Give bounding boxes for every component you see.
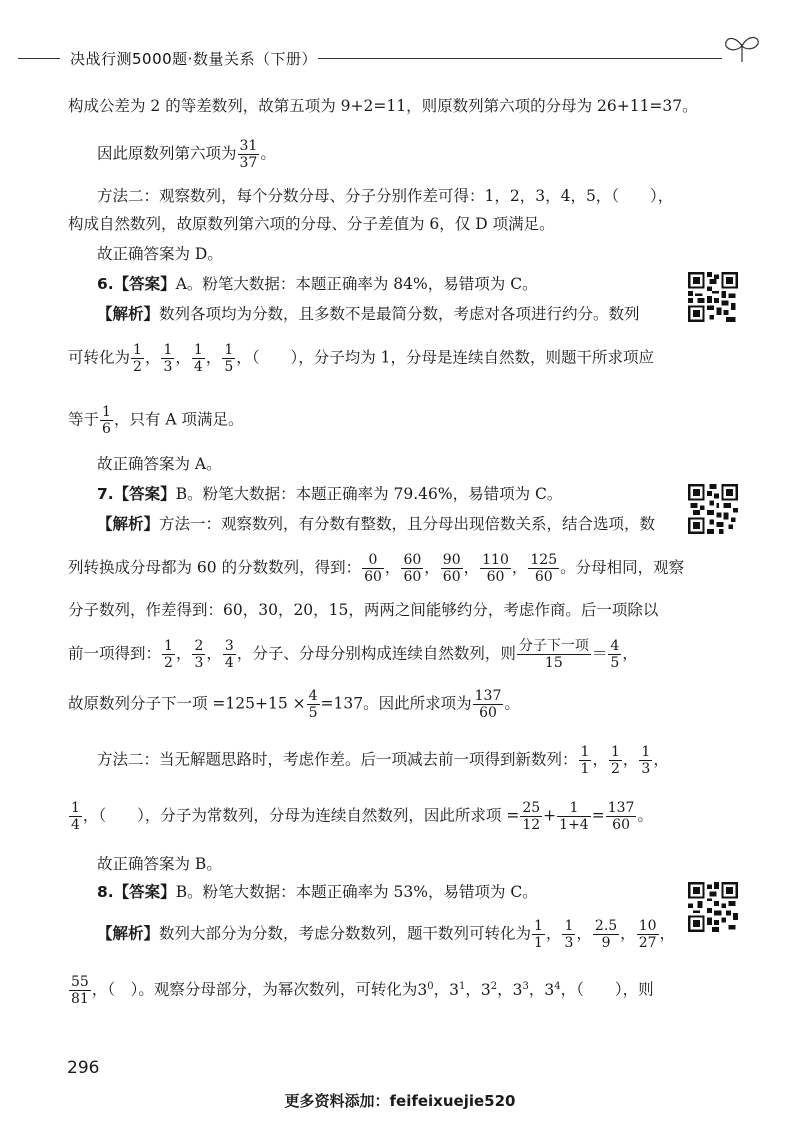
denominator: 5 (610, 655, 620, 671)
denominator: 12 (522, 817, 541, 833)
fraction (192, 638, 205, 671)
header-rule-right (318, 58, 722, 59)
fraction (609, 744, 622, 777)
text-segment: 方法二：当无解题思路时，考虑作差。后一项减去前一项得到新数列： (97, 750, 578, 769)
fraction (557, 800, 591, 833)
text-segment: A。粉笔大数据：本题正确率为 84%，易错项为 C。 (175, 275, 538, 293)
numerator: 1 (102, 404, 111, 420)
numerator: 125 (530, 552, 558, 568)
text-line: 故正确答案为 B。 (97, 855, 222, 873)
text-line: 故正确答案为 D。 (97, 245, 223, 263)
denominator: 27 (638, 935, 657, 951)
text-line (68, 404, 244, 437)
denominator: 3 (194, 655, 204, 671)
text-line: 故正确答案为 A。 (97, 455, 222, 473)
numerator: 1 (163, 342, 173, 358)
text-segment: 故原数列分子下一项 =125+15 × (68, 694, 306, 713)
denominator: 60 (403, 569, 422, 585)
power (481, 981, 497, 999)
text-segment: 。 (504, 694, 520, 713)
denominator: 3 (564, 935, 574, 951)
text-segment: 。分母相同，观察 (560, 558, 685, 577)
fraction (441, 552, 463, 585)
text-line: 分子数列，作差得到：60，30，20，15，两两之间能够约分，考虑作商。后一项除以 (68, 601, 659, 619)
numerator: 1 (580, 744, 590, 760)
numerator: 137 (607, 800, 635, 816)
numerator: 1 (224, 342, 234, 358)
fraction (606, 800, 637, 833)
answer-tag: 7.【答案】 (97, 485, 176, 503)
denominator: 5 (308, 705, 318, 721)
fraction (238, 138, 260, 171)
power-exponent: 2 (490, 980, 498, 992)
denominator: 1 (580, 761, 590, 777)
text-segment: + (543, 806, 557, 825)
text-line: $\frac{55}{81}$ ，（ ）。观察分母部分，为幂次数列，可转化为$3^0$，$3^1$，$3^2$，$3^3$，$3^4$，（ ），则 (71, 974, 654, 1007)
power-exponent: 0 (427, 980, 434, 992)
header-rule-left (18, 58, 60, 59)
text-segment: ，（ ）。观察分母部分，为幂次数列，可转化为 (91, 980, 418, 999)
denominator: 4 (193, 359, 203, 375)
fraction (100, 404, 113, 437)
numerator: 31 (239, 138, 258, 154)
fraction (131, 342, 144, 375)
text-segment: ，（ ），分子为常数列，分母为连续自然数列，因此所求项 = (82, 806, 520, 825)
denominator: 2 (164, 655, 173, 671)
power-base: 3 (544, 980, 555, 999)
fraction (473, 688, 504, 721)
text-segment: ，（ ），分子均为 1，分母是连续自然数，则题干所求项应 (236, 348, 655, 367)
numerator: 1 (71, 800, 80, 816)
power (513, 981, 529, 999)
denominator: 60 (528, 568, 559, 585)
analysis-line: 【解析】数列大部分为分数，考虑分数数列，题干数列可转化为 $\frac{1}{1}$ ， $\frac{1}{3}$ ， $\frac{2.5}{9}$ ， $\frac{10}{27}$ ， (97, 918, 676, 951)
text-segment: 可转化为 (68, 348, 131, 367)
numerator: 90 (442, 552, 461, 568)
numerator: 10 (638, 918, 657, 934)
fraction (480, 552, 511, 585)
text-line: 构成自然数列，故原数列第六项的分母、分子差值为 6，仅 D 项满足。 (68, 215, 555, 233)
power-base: 3 (512, 980, 523, 999)
numerator: 3 (224, 638, 234, 654)
power-base: 3 (480, 980, 491, 999)
numerator: 1 (641, 744, 651, 760)
numerator: 137 (474, 688, 502, 704)
numerator: 2 (194, 638, 204, 654)
numerator: 4 (308, 688, 318, 704)
denominator: 4 (71, 817, 80, 833)
denominator: 4 (224, 655, 234, 671)
footer-note: 更多资料添加：feifeixuejie520 (284, 1092, 516, 1110)
fraction (222, 342, 235, 375)
fraction (362, 552, 384, 585)
qr-code-icon[interactable] (688, 484, 738, 534)
text-segment: 数列大部分为分数，考虑分数数列，题干数列可转化为 (159, 924, 532, 943)
denominator: 15 (517, 654, 591, 671)
numerator: 1 (193, 342, 203, 358)
denominator: 2 (610, 761, 620, 777)
book-title: 决战行测5000题·数量关系（下册） (70, 50, 317, 68)
fraction (562, 918, 575, 951)
running-header (18, 46, 768, 72)
denominator: 60 (364, 569, 382, 585)
text-segment: 数列各项均为分数，且多数不是最简分数，考虑对各项进行约分。数列 (159, 305, 640, 323)
text-segment: 方法一：观察数列，有分数有整数，且分母出现倍数关系，结合选项，数 (159, 515, 656, 533)
fraction (517, 638, 591, 671)
qr-code-icon[interactable] (688, 272, 738, 322)
fraction (528, 552, 559, 585)
text-segment: B。粉笔大数据：本题正确率为 79.46%，易错项为 C。 (175, 485, 563, 503)
text-line: 方法二：观察数列，每个分数分母、分子分别作差可得：1，2，3，4，5，（ ）， (97, 187, 674, 205)
sprout-icon (720, 32, 764, 64)
numerator: 110 (482, 552, 509, 568)
denominator: 3 (163, 359, 173, 375)
numerator: 分子下一项 (518, 638, 589, 654)
analysis-tag: 【解析】 (97, 305, 160, 323)
denominator: 60 (480, 568, 511, 585)
text-line: 列转换成分母都为 60 的分数数列，得到： $\frac{0}{60}$ ， $\frac{60}{60}$ ， $\frac{90}{60}$ ， $\frac{110}{60}$ ， $\frac{125}{60}$ 。分母相同，观察 (68, 552, 685, 585)
denominator: 60 (473, 704, 504, 721)
numerator: 1 (610, 744, 620, 760)
text-segment: 。 (260, 144, 276, 163)
denominator: 5 (224, 359, 234, 375)
denominator: 2 (133, 359, 142, 375)
fraction (593, 918, 619, 951)
text-segment: ， (659, 924, 676, 943)
fraction (532, 918, 545, 951)
text-segment: ，只有 A 项满足。 (113, 410, 244, 429)
power-exponent: 4 (554, 980, 561, 992)
denominator: 37 (239, 155, 258, 171)
page-number: 296 (67, 1058, 100, 1078)
text-line: 方法二：当无解题思路时，考虑作差。后一项减去前一项得到新数列： $\frac{1}{1}$ ， $\frac{1}{2}$ ， $\frac{1}{3}$ ， (97, 744, 669, 777)
text-line (97, 138, 276, 171)
answer-line (97, 880, 538, 904)
numerator: 1 (564, 918, 574, 934)
text-line: 构成公差为 2 的等差数列，故第五项为 9+2=11，则原数列第六项的分母为 26+11=37。 (68, 97, 698, 115)
fraction (639, 744, 652, 777)
analysis-tag: 【解析】 (97, 924, 160, 943)
fraction (401, 552, 423, 585)
text-line: 可转化为 $\frac{1}{2}$ ， $\frac{1}{3}$ ， $\frac{1}{4}$ ， $\frac{1}{5}$ ，（ ），分子均为 1，分母是连续自然数，则题干所求项应 (68, 342, 655, 375)
denominator: 9 (593, 934, 619, 951)
text-segment: 等于 (68, 410, 100, 429)
denominator: 1 (534, 935, 543, 951)
text-line (68, 800, 653, 833)
answer-line (97, 272, 538, 296)
numerator: 55 (71, 974, 89, 990)
fraction (579, 744, 592, 777)
qr-code-icon[interactable] (688, 882, 738, 932)
numerator: 25 (522, 800, 541, 816)
power (449, 981, 465, 999)
text-segment: =137。因此所求项为 (320, 694, 472, 713)
analysis-line (97, 302, 640, 326)
fraction (69, 974, 91, 1007)
answer-line (97, 482, 562, 506)
text-segment: ， (622, 644, 638, 663)
numerator: 4 (610, 638, 620, 654)
text-line (68, 688, 520, 721)
text-segment: 前一项得到： (68, 644, 162, 663)
numerator: 0 (368, 552, 378, 568)
numerator: 1 (133, 342, 142, 358)
numerator: 1 (534, 918, 543, 934)
analysis-line (97, 512, 655, 536)
analysis-tag: 【解析】 (97, 515, 160, 533)
denominator: 3 (641, 761, 651, 777)
fraction (192, 342, 205, 375)
denominator: 81 (71, 991, 89, 1007)
text-segment: B。粉笔大数据：本题正确率为 53%，易错项为 C。 (175, 883, 538, 901)
fraction (69, 800, 82, 833)
power-exponent: 1 (458, 980, 466, 992)
fraction (520, 800, 542, 833)
numerator: 1 (164, 638, 173, 654)
numerator: 60 (403, 552, 422, 568)
denominator: 60 (606, 816, 637, 833)
text-segment: ＝ (591, 644, 608, 663)
text-segment: 因此原数列第六项为 (97, 144, 237, 163)
power-exponent: 3 (522, 980, 529, 992)
denominator: 6 (102, 421, 111, 437)
fraction (608, 638, 621, 671)
fraction (307, 688, 320, 721)
text-segment: 。 (637, 806, 653, 825)
text-segment: ， (653, 750, 669, 769)
text-segment: ，分子、分母分别构成连续自然数列，则 (236, 644, 516, 663)
text-segment: 列转换成分母都为 60 的分数数列，得到： (68, 558, 362, 577)
denominator: 60 (442, 569, 461, 585)
fraction (162, 638, 175, 671)
fraction (637, 918, 659, 951)
power-base: 3 (449, 980, 459, 999)
answer-tag: 8.【答案】 (97, 883, 176, 901)
text-segment: = (591, 806, 605, 825)
text-segment: ，（ ），则 (560, 980, 654, 999)
denominator: 1+4 (559, 817, 589, 833)
power-base: 3 (417, 980, 428, 999)
fraction (223, 638, 236, 671)
power (544, 981, 560, 999)
numerator: 1 (569, 800, 579, 816)
answer-tag: 6.【答案】 (97, 275, 176, 293)
text-line: 前一项得到： $\frac{1}{2}$ ， $\frac{2}{3}$ ， $\frac{3}{4}$ ，分子、分母分别构成连续自然数列，则 $\frac{\text{分子下一项}}{15}$ ＝ $\frac{4}{5}$ ， (68, 638, 638, 671)
fraction (161, 342, 174, 375)
power (417, 981, 433, 999)
numerator: 2.5 (594, 918, 618, 934)
